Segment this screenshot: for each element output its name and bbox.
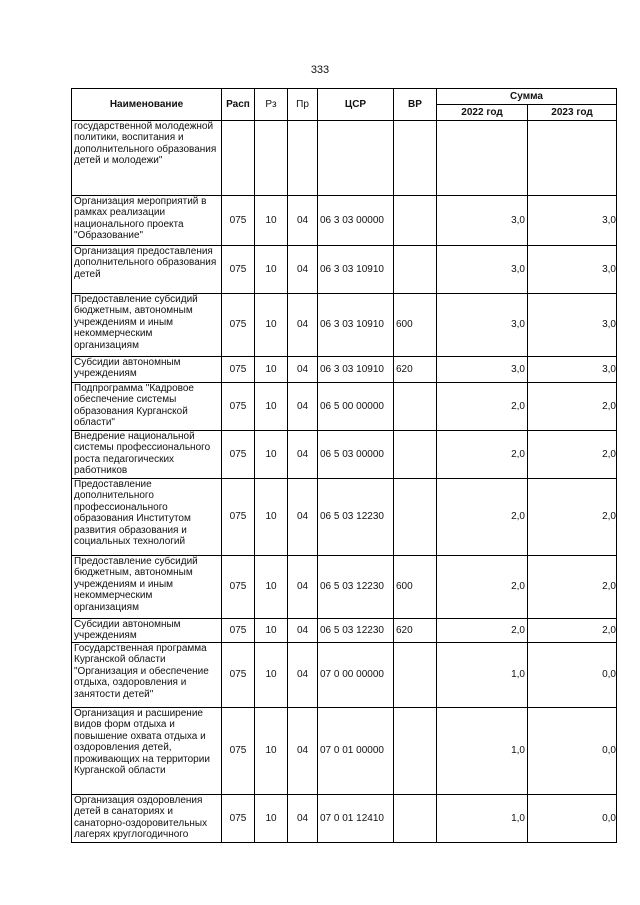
row-vr xyxy=(394,431,437,479)
row-csr: 06 5 03 00000 xyxy=(318,431,394,479)
row-rz: 10 xyxy=(255,246,288,294)
row-name: Внедрение национальной системы профессионального роста педагогических работников xyxy=(72,431,222,479)
row-amount-2022: 1,0 xyxy=(437,643,528,708)
row-name: Субсидии автономным учреждениям xyxy=(72,619,222,643)
row-rasp: 075 xyxy=(222,556,255,619)
row-vr: 600 xyxy=(394,556,437,619)
row-csr: 07 0 01 00000 xyxy=(318,708,394,795)
row-pr xyxy=(288,121,318,196)
row-amount-2023 xyxy=(528,121,617,196)
row-rz: 10 xyxy=(255,294,288,357)
row-amount-2023: 3,0 xyxy=(528,357,617,383)
row-pr: 04 xyxy=(288,795,318,843)
row-amount-2022: 3,0 xyxy=(437,246,528,294)
header-csr: ЦСР xyxy=(318,89,394,121)
row-amount-2023: 3,0 xyxy=(528,196,617,246)
row-amount-2022: 2,0 xyxy=(437,479,528,556)
row-pr: 04 xyxy=(288,619,318,643)
row-amount-2022: 2,0 xyxy=(437,619,528,643)
row-vr xyxy=(394,479,437,556)
row-name: Подпрограмма "Кадровое обеспечение системы образования Курганской области" xyxy=(72,383,222,431)
header-rz: Рз xyxy=(255,89,288,121)
row-rasp: 075 xyxy=(222,357,255,383)
table-row xyxy=(72,357,617,383)
row-name: Предоставление субсидий бюджетным, автономным учреждениям и иным некоммерческим организациям xyxy=(72,556,222,619)
table-row xyxy=(72,556,617,619)
row-pr: 04 xyxy=(288,246,318,294)
row-amount-2023: 0,0 xyxy=(528,643,617,708)
row-pr: 04 xyxy=(288,357,318,383)
row-vr xyxy=(394,246,437,294)
row-csr: 07 0 00 00000 xyxy=(318,643,394,708)
row-name: Организация и расширение видов форм отдыха и повышение охвата отдыха и оздоровления детей, проживающих на территории Курганской области xyxy=(72,708,222,795)
row-rz: 10 xyxy=(255,357,288,383)
row-name: Организация мероприятий в рамках реализации национального проекта "Образование" xyxy=(72,196,222,246)
row-csr: 06 3 03 00000 xyxy=(318,196,394,246)
row-rz: 10 xyxy=(255,619,288,643)
table-row xyxy=(72,196,617,246)
row-csr xyxy=(318,121,394,196)
table-row xyxy=(72,643,617,708)
row-vr xyxy=(394,196,437,246)
row-amount-2023: 2,0 xyxy=(528,619,617,643)
row-vr xyxy=(394,795,437,843)
row-name: Предоставление дополнительного профессионального образования Институтом развития образования и социальных технологий xyxy=(72,479,222,556)
budget-table xyxy=(71,88,617,843)
row-csr: 06 5 03 12230 xyxy=(318,619,394,643)
table-row xyxy=(72,246,617,294)
row-amount-2023: 3,0 xyxy=(528,294,617,357)
row-rz: 10 xyxy=(255,479,288,556)
row-vr xyxy=(394,708,437,795)
row-vr xyxy=(394,121,437,196)
table-row xyxy=(72,294,617,357)
header-sum: Сумма xyxy=(437,89,617,105)
header-pr: Пр xyxy=(288,89,318,121)
row-pr: 04 xyxy=(288,708,318,795)
row-name: Государственная программа Курганской области "Организация и обеспечение отдыха, оздоровления и занятости детей" xyxy=(72,643,222,708)
row-rz: 10 xyxy=(255,708,288,795)
row-amount-2023: 2,0 xyxy=(528,383,617,431)
row-rz: 10 xyxy=(255,795,288,843)
row-rz: 10 xyxy=(255,383,288,431)
row-amount-2022: 2,0 xyxy=(437,431,528,479)
row-amount-2022: 3,0 xyxy=(437,196,528,246)
row-amount-2022: 2,0 xyxy=(437,383,528,431)
row-rasp: 075 xyxy=(222,294,255,357)
row-name: Предоставление субсидий бюджетным, автономным учреждениям и иным некоммерческим организациям xyxy=(72,294,222,357)
row-rasp: 075 xyxy=(222,795,255,843)
header-year-2022: 2022 год xyxy=(437,105,528,121)
row-rasp: 075 xyxy=(222,479,255,556)
row-vr xyxy=(394,643,437,708)
row-rz: 10 xyxy=(255,556,288,619)
table-row xyxy=(72,708,617,795)
row-name: Организация оздоровления детей в санаториях и санаторно-оздоровительных лагерях круглогодичного xyxy=(72,795,222,843)
row-pr: 04 xyxy=(288,383,318,431)
row-amount-2022: 3,0 xyxy=(437,357,528,383)
row-amount-2023: 2,0 xyxy=(528,556,617,619)
row-amount-2022: 2,0 xyxy=(437,556,528,619)
row-pr: 04 xyxy=(288,643,318,708)
header-year-2023: 2023 год xyxy=(528,105,617,121)
row-csr: 06 3 03 10910 xyxy=(318,246,394,294)
row-csr: 06 5 03 12230 xyxy=(318,479,394,556)
row-pr: 04 xyxy=(288,196,318,246)
row-amount-2022: 3,0 xyxy=(437,294,528,357)
row-amount-2023: 0,0 xyxy=(528,795,617,843)
row-csr: 07 0 01 12410 xyxy=(318,795,394,843)
header-name: Наименование xyxy=(72,89,222,121)
row-csr: 06 5 00 00000 xyxy=(318,383,394,431)
row-amount-2023: 3,0 xyxy=(528,246,617,294)
row-rasp: 075 xyxy=(222,383,255,431)
table-row xyxy=(72,479,617,556)
row-vr: 600 xyxy=(394,294,437,357)
table-row xyxy=(72,619,617,643)
row-vr xyxy=(394,383,437,431)
table-row xyxy=(72,431,617,479)
row-rasp: 075 xyxy=(222,196,255,246)
row-rz: 10 xyxy=(255,643,288,708)
page-number: 333 xyxy=(310,64,330,76)
row-amount-2023: 0,0 xyxy=(528,708,617,795)
row-rz: 10 xyxy=(255,196,288,246)
row-pr: 04 xyxy=(288,556,318,619)
row-rz xyxy=(255,121,288,196)
row-rasp: 075 xyxy=(222,708,255,795)
table-row xyxy=(72,121,617,196)
row-csr: 06 3 03 10910 xyxy=(318,357,394,383)
row-amount-2023: 2,0 xyxy=(528,479,617,556)
table-row xyxy=(72,383,617,431)
row-rz: 10 xyxy=(255,431,288,479)
row-pr: 04 xyxy=(288,479,318,556)
row-vr: 620 xyxy=(394,357,437,383)
row-rasp: 075 xyxy=(222,619,255,643)
row-csr: 06 3 03 10910 xyxy=(318,294,394,357)
row-rasp: 075 xyxy=(222,431,255,479)
row-pr: 04 xyxy=(288,294,318,357)
row-rasp xyxy=(222,121,255,196)
row-pr: 04 xyxy=(288,431,318,479)
row-rasp: 075 xyxy=(222,246,255,294)
row-rasp: 075 xyxy=(222,643,255,708)
row-amount-2023: 2,0 xyxy=(528,431,617,479)
row-name: Субсидии автономным учреждениям xyxy=(72,357,222,383)
table-row xyxy=(72,795,617,843)
row-amount-2022 xyxy=(437,121,528,196)
row-vr: 620 xyxy=(394,619,437,643)
row-name: Организация предоставления дополнительного образования детей xyxy=(72,246,222,294)
row-name: государственной молодежной политики, воспитания и дополнительного образования детей и молодежи" xyxy=(72,121,222,196)
header-rasp: Расп xyxy=(222,89,255,121)
header-vr: ВР xyxy=(394,89,437,121)
row-csr: 06 5 03 12230 xyxy=(318,556,394,619)
row-amount-2022: 1,0 xyxy=(437,708,528,795)
row-amount-2022: 1,0 xyxy=(437,795,528,843)
